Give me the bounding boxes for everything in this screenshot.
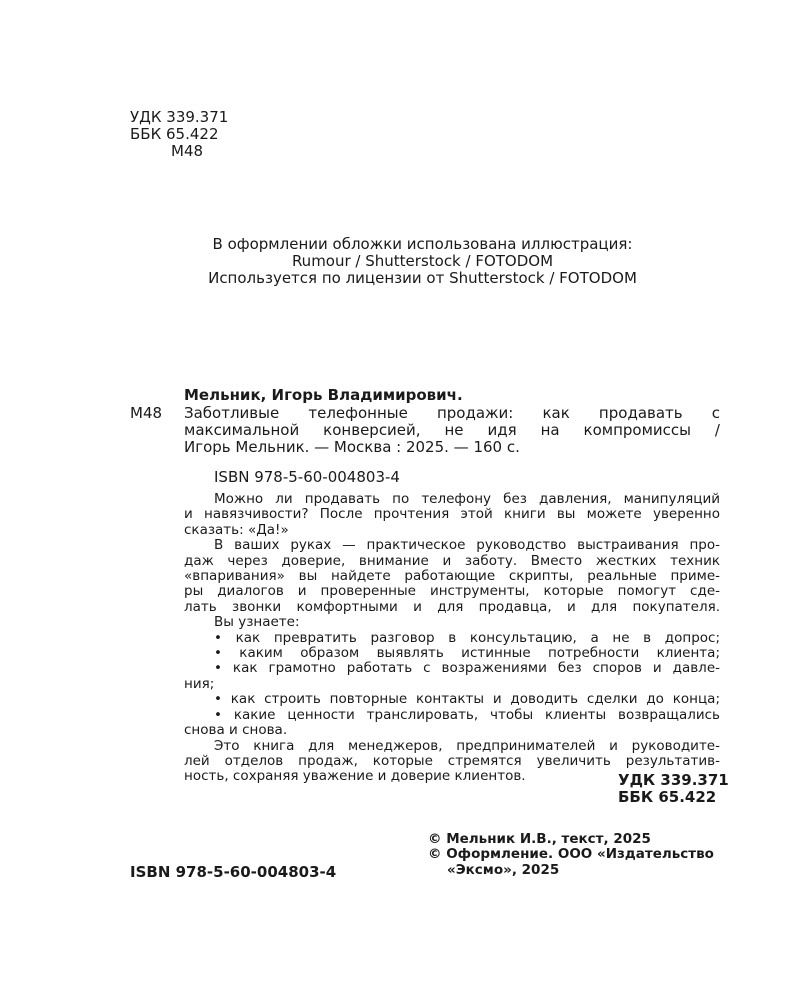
annotation-line: Можно ли продавать по телефону без давления, манипуляций bbox=[214, 491, 720, 507]
udk-code: УДК 339.371 bbox=[130, 108, 229, 126]
annotation-line: лать звонки комфортными и для продавца, и для покупателя. bbox=[184, 598, 720, 615]
copyright-line: © Мельник И.В., текст, 2025 bbox=[428, 831, 651, 847]
bullet-item: • как превратить разговор в консультацию, а не в допрос; bbox=[214, 629, 720, 646]
learn-intro: Вы узнаете: bbox=[214, 614, 300, 631]
annotation bbox=[184, 492, 720, 785]
bullet-item-continuation: снова и снова. bbox=[184, 722, 288, 739]
udk-block-top bbox=[130, 109, 228, 160]
annotation-line: сказать: «Да!» bbox=[184, 521, 289, 538]
author-sign-left: М48 bbox=[130, 404, 163, 422]
credit-line: Rumour / Shutterstock / FOTODOM bbox=[291, 252, 554, 270]
annotation-line: ность, сохраняя уважение и доверие клиентов. bbox=[184, 768, 526, 785]
author-name: Мельник, Игорь Владимирович. bbox=[184, 386, 463, 404]
annotation-line: даж через доверие, внимание и заботу. Вместо жестких техник bbox=[184, 552, 720, 569]
annotation-line: Это книга для менеджеров, предпринимателей и руководите- bbox=[214, 737, 720, 754]
credit-line: Используется по лицензии от Shutterstock / FOTODOM bbox=[208, 269, 637, 287]
bbk-code: ББК 65.422 bbox=[130, 125, 219, 143]
udk-code: УДК 339.371 bbox=[618, 771, 729, 789]
copyright-line: © Оформление. ООО «Издательство bbox=[428, 846, 714, 863]
annotation-line: ры диалогов и проверенные инструменты, которые помогут сде- bbox=[184, 583, 720, 600]
isbn-bottom: ISBN 978-5-60-004803-4 bbox=[130, 863, 337, 881]
copyright-line: «Эксмо», 2025 bbox=[447, 861, 560, 878]
bullet-item: • каким образом выявлять истинные потребности клиента; bbox=[214, 645, 720, 662]
annotation-line: и навязчивости? После прочтения этой книги вы можете уверенно bbox=[184, 506, 720, 523]
isbn-line: ISBN 978-5-60-004803-4 bbox=[214, 468, 400, 486]
title-line: максимальной конверсией, не идя на компромиссы / bbox=[184, 421, 720, 439]
credit-line: В оформлении обложки использована иллюстрация: bbox=[212, 235, 633, 253]
bullet-item-continuation: ния; bbox=[184, 675, 215, 692]
bullet-item: • как грамотно работать с возражениями без споров и давле- bbox=[214, 660, 720, 677]
copyright-block bbox=[428, 832, 714, 878]
author-sign: М48 bbox=[171, 142, 204, 160]
annotation-line: В ваших руках — практическое руководство выстраивания про- bbox=[214, 537, 720, 554]
bullet-item: • как строить повторные контакты и доводить сделки до конца; bbox=[214, 691, 720, 708]
bbk-code: ББК 65.422 bbox=[618, 788, 717, 806]
annotation-line: «впаривания» вы найдете работающие скрипты, реальные приме- bbox=[184, 568, 720, 585]
udk-block-bottom bbox=[618, 772, 729, 806]
cover-illustration-credit bbox=[130, 236, 715, 287]
bullet-item: • какие ценности транслировать, чтобы клиенты возвращались bbox=[214, 706, 720, 723]
title-line: Игорь Мельник. — Москва : 2025. — 160 с. bbox=[184, 438, 520, 456]
bibliographic-title bbox=[184, 405, 720, 456]
annotation-line: лей отделов продаж, которые стремятся увеличить результатив- bbox=[184, 752, 720, 769]
title-line: Заботливые телефонные продажи: как продавать с bbox=[184, 404, 720, 422]
